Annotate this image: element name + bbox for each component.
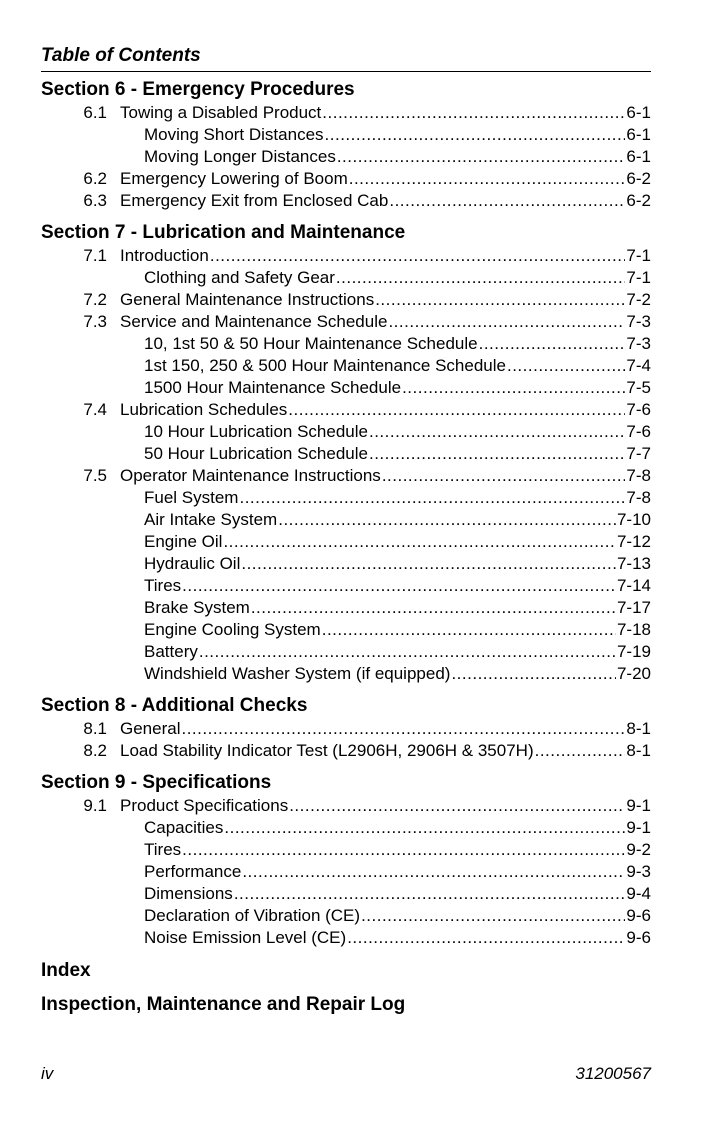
toc-entry-number: 7.3 bbox=[83, 312, 107, 331]
toc-entry-page: 7-8 bbox=[626, 488, 651, 507]
dot-leader bbox=[182, 575, 616, 597]
toc-entry-label: Product Specifications bbox=[120, 796, 289, 815]
toc-entry[interactable] bbox=[41, 289, 651, 311]
toc-entry-page: 7-3 bbox=[626, 312, 651, 331]
toc-entry-label: Brake System bbox=[144, 598, 250, 617]
toc-entry[interactable] bbox=[41, 465, 651, 487]
toc-entry[interactable] bbox=[41, 487, 651, 509]
toc-entry-label: Operator Maintenance Instructions bbox=[120, 466, 381, 485]
dot-leader bbox=[278, 509, 616, 531]
dot-leader bbox=[181, 718, 625, 740]
toc-entry-number: 7.4 bbox=[83, 400, 107, 419]
toc-entry-page: 6-1 bbox=[626, 103, 651, 122]
toc-entry-page: 7-17 bbox=[616, 598, 651, 617]
toc-entry-page: 8-1 bbox=[626, 741, 651, 760]
dot-leader bbox=[289, 795, 625, 817]
toc-entry[interactable] bbox=[41, 102, 651, 124]
toc-entry[interactable] bbox=[41, 531, 651, 553]
toc-entry[interactable] bbox=[41, 146, 651, 168]
dot-leader bbox=[224, 817, 625, 839]
toc-entry[interactable] bbox=[41, 168, 651, 190]
toc-entry-page: 7-12 bbox=[616, 532, 651, 551]
toc-entry-label: Clothing and Safety Gear bbox=[144, 268, 335, 287]
toc-entry-page: 7-1 bbox=[626, 246, 651, 265]
toc-entry-page: 7-7 bbox=[626, 444, 651, 463]
dot-leader bbox=[242, 861, 625, 883]
toc-entry-page: 7-6 bbox=[626, 422, 651, 441]
toc-entry-label: 1500 Hour Maintenance Schedule bbox=[144, 378, 402, 397]
toc-section-heading: Section 9 - Specifications bbox=[41, 772, 272, 793]
toc-heading: Index bbox=[41, 960, 91, 981]
header-rule bbox=[41, 71, 651, 72]
toc-entry-page: 8-1 bbox=[626, 719, 651, 738]
toc-entry-number: 7.5 bbox=[83, 466, 107, 485]
dot-leader bbox=[369, 443, 625, 465]
toc-entry[interactable] bbox=[41, 663, 651, 685]
toc-entry-number: 6.2 bbox=[83, 169, 107, 188]
toc-entry-label: Engine Oil bbox=[144, 532, 223, 551]
table-of-contents bbox=[41, 78, 651, 1017]
toc-entry-label: Air Intake System bbox=[144, 510, 278, 529]
toc-entry-label: 1st 150, 250 & 500 Hour Maintenance Schedule bbox=[144, 356, 506, 375]
toc-entry-page: 7-18 bbox=[616, 620, 651, 639]
toc-entry-label: Lubrication Schedules bbox=[120, 400, 288, 419]
toc-entry[interactable] bbox=[41, 267, 651, 289]
toc-entry-label: Service and Maintenance Schedule bbox=[120, 312, 388, 331]
dot-leader bbox=[535, 740, 626, 762]
dot-leader bbox=[210, 245, 626, 267]
dot-leader bbox=[241, 553, 616, 575]
toc-entry-number: 8.1 bbox=[83, 719, 107, 738]
toc-entry-label: 50 Hour Lubrication Schedule bbox=[144, 444, 368, 463]
dot-leader bbox=[337, 146, 626, 168]
toc-entry-page: 7-2 bbox=[626, 290, 651, 309]
toc-entry-label: Tires bbox=[144, 840, 182, 859]
toc-entry-page: 9-1 bbox=[626, 818, 651, 837]
toc-entry[interactable] bbox=[41, 817, 651, 839]
toc-entry-number: 9.1 bbox=[83, 796, 107, 815]
toc-entry[interactable] bbox=[41, 883, 651, 905]
toc-entry-label: Capacities bbox=[144, 818, 224, 837]
toc-entry-label: Load Stability Indicator Test (L2906H, 2906H & 3507H) bbox=[120, 741, 534, 760]
toc-entry-label: 10 Hour Lubrication Schedule bbox=[144, 422, 368, 441]
toc-entry[interactable] bbox=[41, 399, 651, 421]
toc-entry[interactable] bbox=[41, 124, 651, 146]
dot-leader bbox=[402, 377, 625, 399]
toc-entry-page: 7-4 bbox=[626, 356, 651, 375]
toc-entry-label: Emergency Lowering of Boom bbox=[120, 169, 348, 188]
toc-entry-label: General bbox=[120, 719, 181, 738]
dot-leader bbox=[382, 465, 626, 487]
toc-entry-label: Moving Longer Distances bbox=[144, 147, 336, 166]
toc-entry-page: 7-5 bbox=[626, 378, 651, 397]
toc-entry-page: 9-2 bbox=[626, 840, 651, 859]
toc-entry-number: 6.1 bbox=[83, 103, 107, 122]
dot-leader bbox=[239, 487, 625, 509]
toc-entry[interactable] bbox=[41, 839, 651, 861]
toc-entry-page: 7-13 bbox=[616, 554, 651, 573]
toc-entry[interactable] bbox=[41, 861, 651, 883]
toc-entry-label: Fuel System bbox=[144, 488, 239, 507]
toc-entry-page: 7-3 bbox=[626, 334, 651, 353]
toc-entry-page: 6-1 bbox=[626, 147, 651, 166]
toc-entry-label: Emergency Exit from Enclosed Cab bbox=[120, 191, 389, 210]
toc-entry[interactable] bbox=[41, 641, 651, 663]
toc-entry[interactable] bbox=[41, 597, 651, 619]
dot-leader bbox=[479, 333, 626, 355]
dot-leader bbox=[361, 905, 625, 927]
toc-entry[interactable] bbox=[41, 553, 651, 575]
toc-heading: Inspection, Maintenance and Repair Log bbox=[41, 994, 406, 1015]
dot-leader bbox=[234, 883, 626, 905]
toc-entry-label: General Maintenance Instructions bbox=[120, 290, 375, 309]
toc-entry-page: 9-4 bbox=[626, 884, 651, 903]
footer-document-number: 31200567 bbox=[575, 1064, 651, 1083]
toc-entry-page: 6-2 bbox=[626, 191, 651, 210]
toc-entry-label: Dimensions bbox=[144, 884, 233, 903]
dot-leader bbox=[347, 927, 625, 949]
toc-entry-number: 7.1 bbox=[83, 246, 107, 265]
dot-leader bbox=[388, 311, 625, 333]
toc-entry[interactable] bbox=[41, 355, 651, 377]
dot-leader bbox=[251, 597, 616, 619]
toc-entry[interactable] bbox=[41, 421, 651, 443]
toc-entry-number: 6.3 bbox=[83, 191, 107, 210]
toc-entry-label: 10, 1st 50 & 50 Hour Maintenance Schedule bbox=[144, 334, 478, 353]
toc-entry-label: Battery bbox=[144, 642, 198, 661]
toc-entry[interactable] bbox=[41, 740, 651, 762]
dot-leader bbox=[349, 168, 626, 190]
toc-entry[interactable] bbox=[41, 333, 651, 355]
dot-leader bbox=[322, 102, 625, 124]
toc-entry-number: 7.2 bbox=[83, 290, 107, 309]
dot-leader bbox=[336, 267, 626, 289]
toc-entry[interactable] bbox=[41, 905, 651, 927]
toc-entry[interactable] bbox=[41, 509, 651, 531]
page-header-title: Table of Contents bbox=[41, 45, 201, 66]
dot-leader bbox=[322, 619, 616, 641]
dot-leader bbox=[223, 531, 616, 553]
toc-entry-label: Windshield Washer System (if equipped) bbox=[144, 664, 451, 683]
toc-entry-page: 7-10 bbox=[616, 510, 651, 529]
toc-entry[interactable] bbox=[41, 575, 651, 597]
toc-entry-page: 9-6 bbox=[626, 906, 651, 925]
toc-entry-label: Noise Emission Level (CE) bbox=[144, 928, 347, 947]
toc-entry[interactable] bbox=[41, 927, 651, 949]
toc-entry-page: 6-1 bbox=[626, 125, 651, 144]
toc-entry-page: 7-8 bbox=[626, 466, 651, 485]
toc-entry[interactable] bbox=[41, 377, 651, 399]
footer-page-number: iv bbox=[41, 1064, 54, 1083]
toc-entry[interactable] bbox=[41, 795, 651, 817]
toc-entry-page: 7-1 bbox=[626, 268, 651, 287]
toc-entry-page: 6-2 bbox=[626, 169, 651, 188]
dot-leader bbox=[182, 839, 625, 861]
toc-entry-number: 8.2 bbox=[83, 741, 107, 760]
toc-entry-page: 9-6 bbox=[626, 928, 651, 947]
toc-entry-page: 7-14 bbox=[616, 576, 651, 595]
toc-entry-page: 9-1 bbox=[626, 796, 651, 815]
dot-leader bbox=[375, 289, 625, 311]
toc-entry[interactable] bbox=[41, 311, 651, 333]
toc-entry-label: Performance bbox=[144, 862, 242, 881]
toc-entry-label: Declaration of Vibration (CE) bbox=[144, 906, 361, 925]
dot-leader bbox=[451, 663, 616, 685]
dot-leader bbox=[288, 399, 625, 421]
toc-entry[interactable] bbox=[41, 245, 651, 267]
toc-entry-label: Engine Cooling System bbox=[144, 620, 321, 639]
toc-entry-page: 9-3 bbox=[626, 862, 651, 881]
toc-entry-label: Towing a Disabled Product bbox=[120, 103, 322, 122]
toc-section-heading: Section 6 - Emergency Procedures bbox=[41, 79, 355, 100]
toc-entry[interactable] bbox=[41, 443, 651, 465]
toc-entry-label: Moving Short Distances bbox=[144, 125, 324, 144]
toc-entry-label: Tires bbox=[144, 576, 182, 595]
toc-entry-label: Introduction bbox=[120, 246, 209, 265]
dot-leader bbox=[199, 641, 616, 663]
toc-section-heading: Section 8 - Additional Checks bbox=[41, 695, 308, 716]
toc-entry-page: 7-19 bbox=[616, 642, 651, 661]
toc-entry[interactable] bbox=[41, 619, 651, 641]
toc-section-heading: Section 7 - Lubrication and Maintenance bbox=[41, 222, 406, 243]
toc-entry-page: 7-20 bbox=[616, 664, 651, 683]
dot-leader bbox=[507, 355, 625, 377]
dot-leader bbox=[369, 421, 625, 443]
dot-leader bbox=[389, 190, 625, 212]
toc-entry[interactable] bbox=[41, 718, 651, 740]
toc-entry-label: Hydraulic Oil bbox=[144, 554, 241, 573]
dot-leader bbox=[325, 124, 626, 146]
toc-entry[interactable] bbox=[41, 190, 651, 212]
toc-entry-page: 7-6 bbox=[626, 400, 651, 419]
